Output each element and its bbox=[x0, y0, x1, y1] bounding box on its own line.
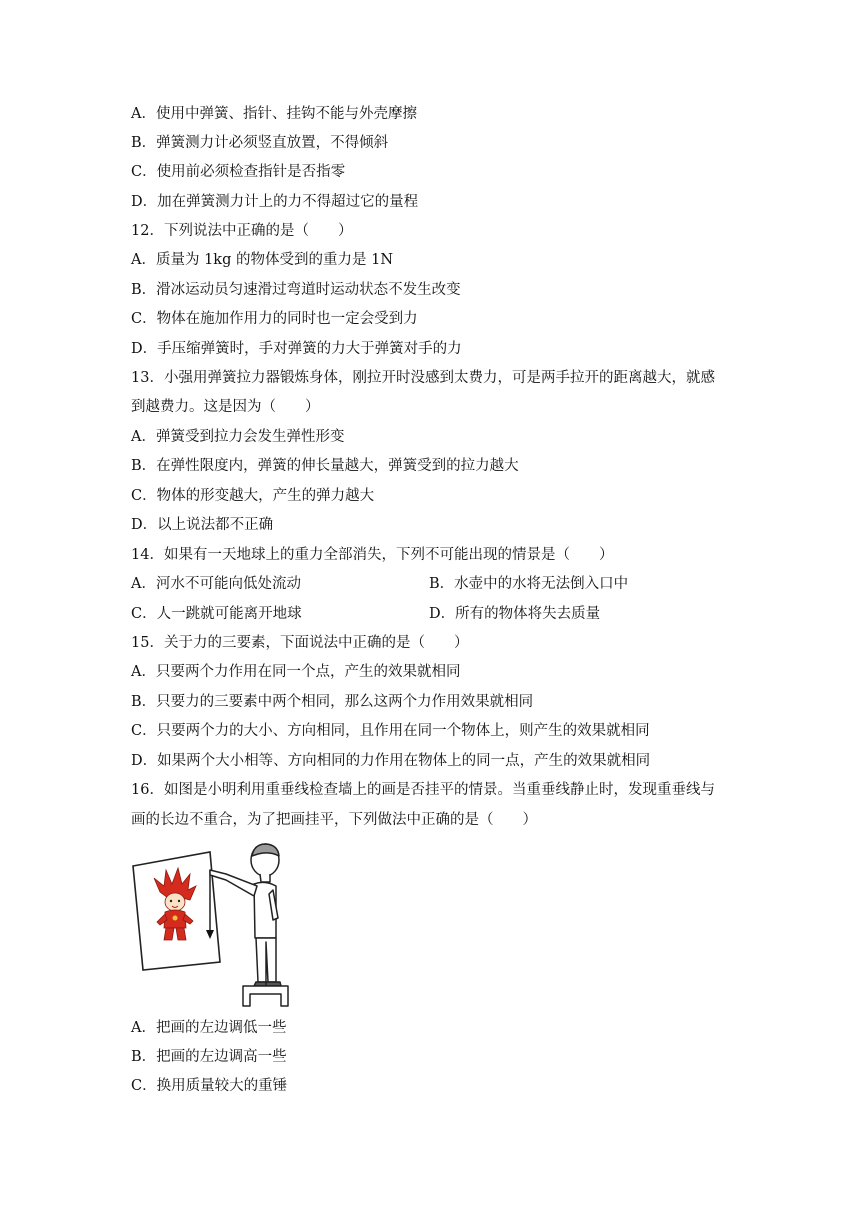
option-a-line: A．使用中弹簧、指针、挂钩不能与外壳摩擦 bbox=[131, 106, 417, 122]
question-12-option-b: B．滑冰运动员匀速滑过弯道时运动状态不发生改变 bbox=[131, 282, 461, 298]
question-12-option-d: D．手压缩弹簧时，手对弹簧的力大于弹簧对手的力 bbox=[131, 341, 462, 357]
question-14-stem: 14．如果有一天地球上的重力全部消失，下列不可能出现的情景是（ ） bbox=[131, 547, 614, 563]
question-12-option-a: A．质量为 1kg 的物体受到的重力是 1N bbox=[131, 252, 394, 268]
question-13-option-c: C．物体的形变越大，产生的弹力越大 bbox=[131, 488, 375, 504]
question-15-option-a: A．只要两个力作用在同一个点，产生的效果就相同 bbox=[131, 664, 461, 680]
question-13-option-a: A．弹簧受到拉力会发生弹性形变 bbox=[131, 429, 345, 445]
question-12-stem: 12．下列说法中正确的是（ ） bbox=[131, 223, 353, 239]
person-figure bbox=[210, 844, 288, 1006]
question-16-stem-line-1: 16．如图是小明利用重垂线检查墙上的画是否挂平的情景。当重垂线静止时，发现重垂线与 bbox=[131, 782, 715, 798]
question-13-stem-line-1: 13．小强用弹簧拉力器锻炼身体，刚拉开时没感到太费力，可是两手拉开的距离越大，就感 bbox=[131, 370, 715, 386]
question-13-option-b: B．在弹性限度内，弹簧的伸长量越大，弹簧受到的拉力越大 bbox=[131, 458, 519, 474]
question-14-option-d: D．所有的物体将失去质量 bbox=[429, 606, 601, 622]
option-b-line: B．弹簧测力计必须竖直放置，不得倾斜 bbox=[131, 135, 389, 151]
question-13-stem-line-2: 到越费力。这是因为（ ） bbox=[131, 399, 320, 415]
question-13-option-d: D．以上说法都不正确 bbox=[131, 517, 274, 533]
question-15-stem: 15．关于力的三要素，下面说法中正确的是（ ） bbox=[131, 635, 469, 651]
question-15-option-b: B．只要力的三要素中两个相同，那么这两个力作用效果就相同 bbox=[131, 694, 534, 710]
question-14-option-a: A．河水不可能向低处流动 bbox=[131, 576, 301, 592]
option-d-line: D．加在弹簧测力计上的力不得超过它的量程 bbox=[131, 194, 419, 210]
question-12-option-c: C．物体在施加作用力的同时也一定会受到力 bbox=[131, 311, 418, 327]
question-16-option-c: C．换用质量较大的重锤 bbox=[131, 1078, 288, 1094]
question-16-option-a: A．把画的左边调低一些 bbox=[131, 1020, 287, 1036]
question-14-option-c: C．人一跳就可能离开地球 bbox=[131, 606, 302, 622]
question-16-option-b: B．把画的左边调高一些 bbox=[131, 1049, 287, 1065]
question-16-stem-line-2: 画的长边不重合，为了把画挂平，下列做法中正确的是（ ） bbox=[131, 812, 537, 828]
option-c-line: C．使用前必须检查指针是否指零 bbox=[131, 164, 346, 180]
question-15-option-c: C．只要两个力的大小、方向相同，且作用在同一个物体上，则产生的效果就相同 bbox=[131, 723, 650, 739]
plumb-line-illustration bbox=[130, 842, 310, 1010]
question-14-option-b: B．水壶中的水将无法倒入口中 bbox=[429, 576, 629, 592]
question-15-option-d: D．如果两个大小相等、方向相同的力作用在物体上的同一点，产生的效果就相同 bbox=[131, 753, 651, 769]
